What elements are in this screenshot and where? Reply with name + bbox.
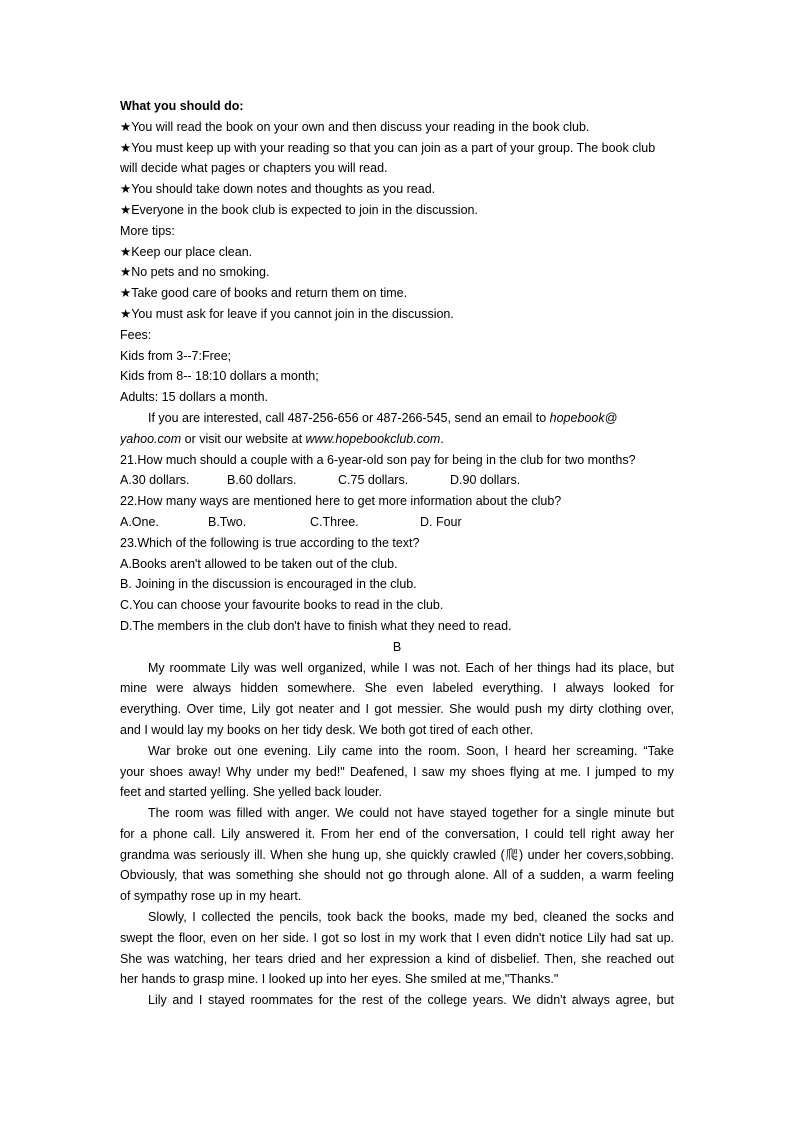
option-a: A.One. bbox=[120, 514, 159, 529]
tip-item: ★Take good care of books and return them on time. bbox=[120, 286, 408, 301]
option-b: B.60 dollars. bbox=[227, 473, 297, 488]
paragraph-line: and I would lay my books on her tidy desk. We both got tired of each other. bbox=[120, 722, 534, 737]
paragraph bbox=[120, 803, 674, 907]
paragraph-line: for a phone call. Lily answered it. From her end of the conversation, I could tell right away her bbox=[120, 826, 674, 841]
question-stem-21: 21.How much should a couple with a 6-year-old son pay for being in the club for two months? bbox=[120, 452, 636, 467]
question-stem-23: 23.Which of the following is true according to the text? bbox=[120, 535, 420, 550]
paragraph-line: Slowly, I collected the pencils, took back the books, made my bed, cleaned the socks and bbox=[148, 910, 674, 925]
option-d: D. Four bbox=[420, 514, 462, 529]
paragraph-line: My roommate Lily was well organized, while I was not. Each of her things had its place, but bbox=[148, 660, 674, 675]
question-options-21 bbox=[120, 470, 674, 491]
what-item: ★Everyone in the book club is expected to join in the discussion. bbox=[120, 202, 478, 217]
fees-heading: Fees: bbox=[120, 327, 152, 342]
paragraph-line: Lily and I stayed roommates for the rest of the college years. We didn't always agree, but bbox=[148, 993, 674, 1008]
paragraph-line: mine were always hidden somewhere. She even labeled everything. I always looked for bbox=[120, 681, 674, 696]
contact-text: If you are interested, call 487-256-656 or 487-266-545, send an email to bbox=[148, 410, 550, 425]
paragraph-line: her hands to grasp mine. I looked up into her eyes. She smiled at me,"Thanks." bbox=[120, 972, 559, 987]
paragraph bbox=[120, 990, 674, 1011]
option-a: A.Books aren't allowed to be taken out of the club. bbox=[120, 556, 398, 571]
what-item: ★You should take down notes and thoughts as you read. bbox=[120, 182, 436, 197]
contact-website: www.hopebookclub.com bbox=[305, 431, 441, 446]
paragraph-line: grandma was seriously ill. When she hung up, she quickly crawled (爬) under her covers,sobbing. bbox=[120, 847, 674, 862]
what-item: ★You must keep up with your reading so that you can join as a part of your group. The book club bbox=[120, 140, 656, 155]
paragraph-line: War broke out one evening. Lily came into the room. Soon, I heard her screaming. “Take bbox=[148, 743, 674, 758]
option-b: B. Joining in the discussion is encouraged in the club. bbox=[120, 577, 417, 592]
paragraph bbox=[120, 741, 674, 803]
paragraph-line: Obviously, that was something she should not go through alone. All of a sudden, a warm feeling bbox=[120, 868, 674, 883]
paragraph-line: She was watching, her tears dried and her expression a kind of disbelief. Then, she reached out bbox=[120, 951, 674, 966]
paragraph-line: everything. Over time, Lily got neater and I got messier. She would push my dirty clothing over, bbox=[120, 702, 674, 717]
document-content bbox=[120, 96, 674, 1011]
contact-email: hopebook@ bbox=[549, 410, 618, 425]
paragraph-line: of sympathy rose up in my heart. bbox=[120, 889, 302, 904]
option-d: D.90 dollars. bbox=[450, 473, 521, 488]
contact-text: or visit our website at bbox=[181, 431, 306, 446]
what-item: ★You will read the book on your own and then discuss your reading in the book club. bbox=[120, 119, 590, 134]
paragraph bbox=[120, 907, 674, 990]
question-stem-22: 22.How many ways are mentioned here to get more information about the club? bbox=[120, 494, 562, 509]
paragraph-line: swept the floor, even on her side. I got so lost in my work that I even didn't notice Lily had sat up. bbox=[120, 930, 674, 945]
fee-item: Adults: 15 dollars a month. bbox=[120, 390, 268, 405]
tip-item: ★No pets and no smoking. bbox=[120, 265, 270, 280]
fee-item: Kids from 3--7:Free; bbox=[120, 348, 232, 363]
paragraph bbox=[120, 658, 674, 741]
what-item: will decide what pages or chapters you will read. bbox=[120, 161, 388, 176]
option-a: A.30 dollars. bbox=[120, 473, 190, 488]
question-options-22 bbox=[120, 512, 674, 533]
tips-heading: More tips: bbox=[120, 223, 175, 238]
fee-item: Kids from 8-- 18:10 dollars a month; bbox=[120, 369, 319, 384]
paragraph-line: your shoes away! Why under my bed!" Deafened, I saw my shoes flying at me. I jumped to my bbox=[120, 764, 674, 779]
paragraph-line: feet and started yelling. She yelled back louder. bbox=[120, 785, 382, 800]
option-c: C.You can choose your favourite books to read in the club. bbox=[120, 598, 444, 613]
contact-line bbox=[120, 429, 674, 450]
what-heading: What you should do: bbox=[120, 99, 244, 113]
contact-text: . bbox=[440, 431, 444, 446]
option-c: C.75 dollars. bbox=[338, 473, 409, 488]
tip-item: ★You must ask for leave if you cannot join in the discussion. bbox=[120, 306, 454, 321]
contact-email: yahoo.com bbox=[120, 431, 182, 446]
option-c: C.Three. bbox=[310, 514, 359, 529]
option-b: B.Two. bbox=[208, 514, 247, 529]
contact-line bbox=[120, 408, 674, 429]
paragraph-line: The room was filled with anger. We could not have stayed together for a single minute but bbox=[148, 806, 674, 821]
option-d: D.The members in the club don't have to finish what they need to read. bbox=[120, 618, 512, 633]
tip-item: ★Keep our place clean. bbox=[120, 244, 253, 259]
section-label: B bbox=[392, 639, 402, 654]
